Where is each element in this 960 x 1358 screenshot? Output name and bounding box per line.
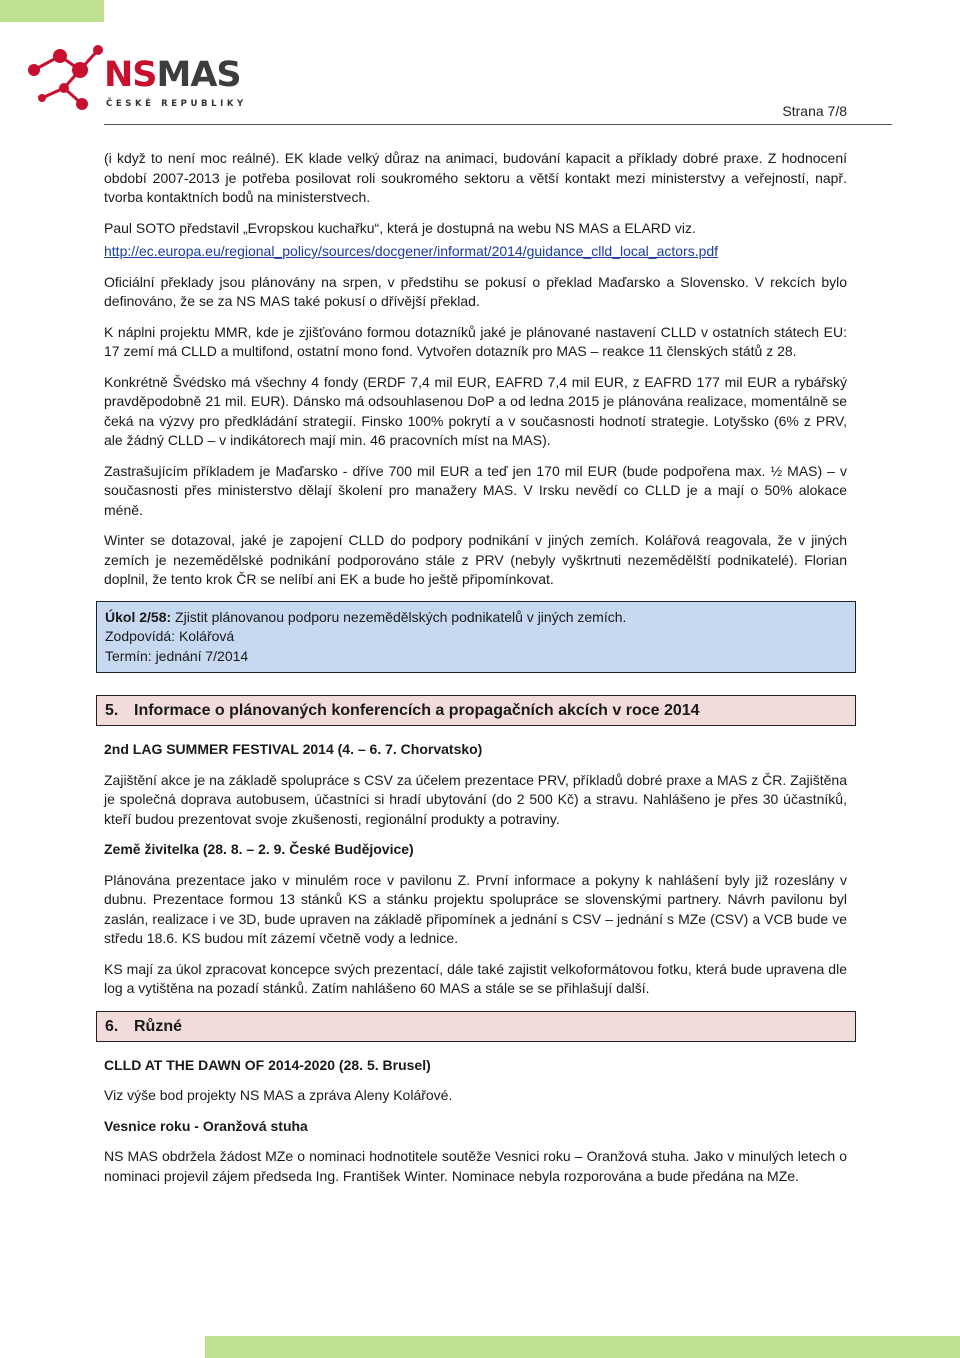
bottom-green-bar xyxy=(205,1336,960,1358)
subheading: Země živitelka (28. 8. – 2. 9. České Budějovice) xyxy=(104,841,414,857)
task-deadline: Termín: jednání 7/2014 xyxy=(105,647,249,664)
paragraph: Oficiální překlady jsou plánovány na srpen, v předstihu se pokusí o překlad Maďarsko a Slovensko. V rekcích bylo definováno, že se za NS MAS také pokusí o dřívější překlad. xyxy=(104,273,847,309)
section-number: 5. xyxy=(105,702,119,719)
paragraph: (i když to není moc reálné). EK klade velký důraz na animaci, budování kapacit a příklady dobré praxe. Z hodnocení období 2007-2013 je potřeba posilovat roli soukromého sektoru a větší kontakt mezi ministerstvy a veřejností, např. tvorba kontaktních bodů na ministerstvech. xyxy=(104,150,847,205)
section-heading-5 xyxy=(96,695,856,726)
subheading: 2nd LAG SUMMER FESTIVAL 2014 (4. – 6. 7. Chorvatsko) xyxy=(104,741,483,757)
subheading: CLLD AT THE DAWN OF 2014-2020 (28. 5. Brusel) xyxy=(104,1056,431,1073)
paragraph: Winter se dotazoval, jaké je zapojení CLLD do podpory podnikání v jiných zemích. Kolářová reagovala, že v jiných zemích je nezemědělské podnikání podporováno stále z PRV (nebyly vyškrtnuti nezemědělští podnikatelé). Florian doplnil, že tento krok ČR se nelíbí ani EK a bude ho ještě připomínkovat. xyxy=(104,532,847,587)
section-title: Různé xyxy=(134,1017,182,1035)
top-green-tab xyxy=(0,0,104,22)
paragraph xyxy=(104,219,847,239)
section-number: 6. xyxy=(105,1017,119,1035)
paragraph: KS mají za úkol zpracovat koncepce svých prezentací, dále také zajistit velkoformátovou fotku, která bude upravena dle log a vytištěna na pozadí stánků. Zatím nahlášeno 60 MAS a stále se se přihlašují další. xyxy=(104,960,847,996)
section-title: Informace o plánovaných konferencích a propagačních akcích v roce 2014 xyxy=(134,702,700,719)
header-divider xyxy=(104,124,892,125)
logo-wordmark: NSMAS xyxy=(104,55,241,95)
section-heading-6 xyxy=(96,1011,856,1042)
paragraph: Konkrétně Švédsko má všechny 4 fondy (ERDF 7,4 mil EUR, EAFRD 7,4 mil EUR, z EAFRD 177 mil EUR a rybářský pravděpodobně 21 mil. EUR). Dánsko má odsouhlasenou DoP a od ledna 2015 je plánována realizace, momentálně se čeká na výzvy pro předkládání strategií. Finsko 100% pokrytí a v současnosti hodnotí strategie. Lotyšsko (6% z PRV, ale žádný CLLD – v indikátorech mají min. 46 pracovních míst na MAS). xyxy=(104,373,847,448)
task-box xyxy=(96,601,856,674)
logo-subtitle: ČESKÉ REPUBLIKY xyxy=(106,99,247,109)
task-line xyxy=(105,608,847,628)
paragraph-text: Paul SOTO představil „Evropskou kuchařku“, která je dostupná na webu NS MAS a ELARD viz. xyxy=(104,219,696,236)
task-responsible: Zodpovídá: Kolářová xyxy=(105,628,235,644)
paragraph: Viz výše bod projekty NS MAS a zpráva Aleny Kolářové. xyxy=(104,1087,453,1103)
paragraph: K náplni projektu MMR, kde je zjišťováno formou dotazníků jaké je plánované nastavení CLLD v ostatních státech EU: 17 zemí má CLLD a multifond, ostatní mono fond. Vytvořen dotazník pro MAS – reakce 11 členských států z 28. xyxy=(104,323,847,359)
guidance-link[interactable]: http://ec.europa.eu/regional_policy/sources/docgener/informat/2014/guidance_clld_local_actors.pdf xyxy=(104,243,719,259)
paragraph: Plánována prezentace jako v minulém roce v pavilonu Z. První informace a pokyny k nahlášení byly již rozeslány v dubnu. Prezentace formou 13 stánků KS a stánku projektu spolupráce se slovenskými partnery. Návrh pavilonu byl zaslán, realizace i ve 3D, bude upraven na základě připomínek a jednání s CSV – jednání s MZe (CSV) a VCB bude ve středu 18.6. KS budou mít zázemí včetně vody a lednice. xyxy=(104,871,847,946)
page-number: Strana 7/8 xyxy=(782,103,847,119)
paragraph: Zajištění akce je na základě spolupráce s CSV za účelem prezentace PRV, příkladů dobré praxe a MAS z ČR. Zajištěna je společná doprava autobusem, účastníci si hradí ubytování (do 2 500 Kč) a stravu. Nahlášeno je přes 30 účastníků, kteří budou prezentovat svoje zkušenosti, regionální produkty a potraviny. xyxy=(104,771,847,827)
task-label: Úkol 2/58: xyxy=(105,608,172,625)
paragraph: Zastrašujícím příkladem je Maďarsko - dříve 700 mil EUR a teď jen 170 mil EUR (bude podpořena max. ½ MAS) – v současnosti přes ministerstvo dělají školení pro manažery MAS. V Irsku nevědí co CLLD je a mají o 50% alokace méně. xyxy=(104,462,847,518)
paragraph: NS MAS obdržela žádost MZe o nominaci hodnotitele soutěže Vesnici roku – Oranžová stuha. Jako v minulých letech o nominaci projevil zájem předseda Ing. František Winter. Nominace nebyla rozporována a bude předána na MZe. xyxy=(104,1148,847,1184)
document-body xyxy=(104,149,847,1197)
paragraph xyxy=(104,242,847,262)
subheading: Vesnice roku - Oranžová stuha xyxy=(104,1117,308,1134)
task-text: Zjistit plánovanou podporu nezemědělských podnikatelů v jiných zemích. xyxy=(171,608,627,625)
